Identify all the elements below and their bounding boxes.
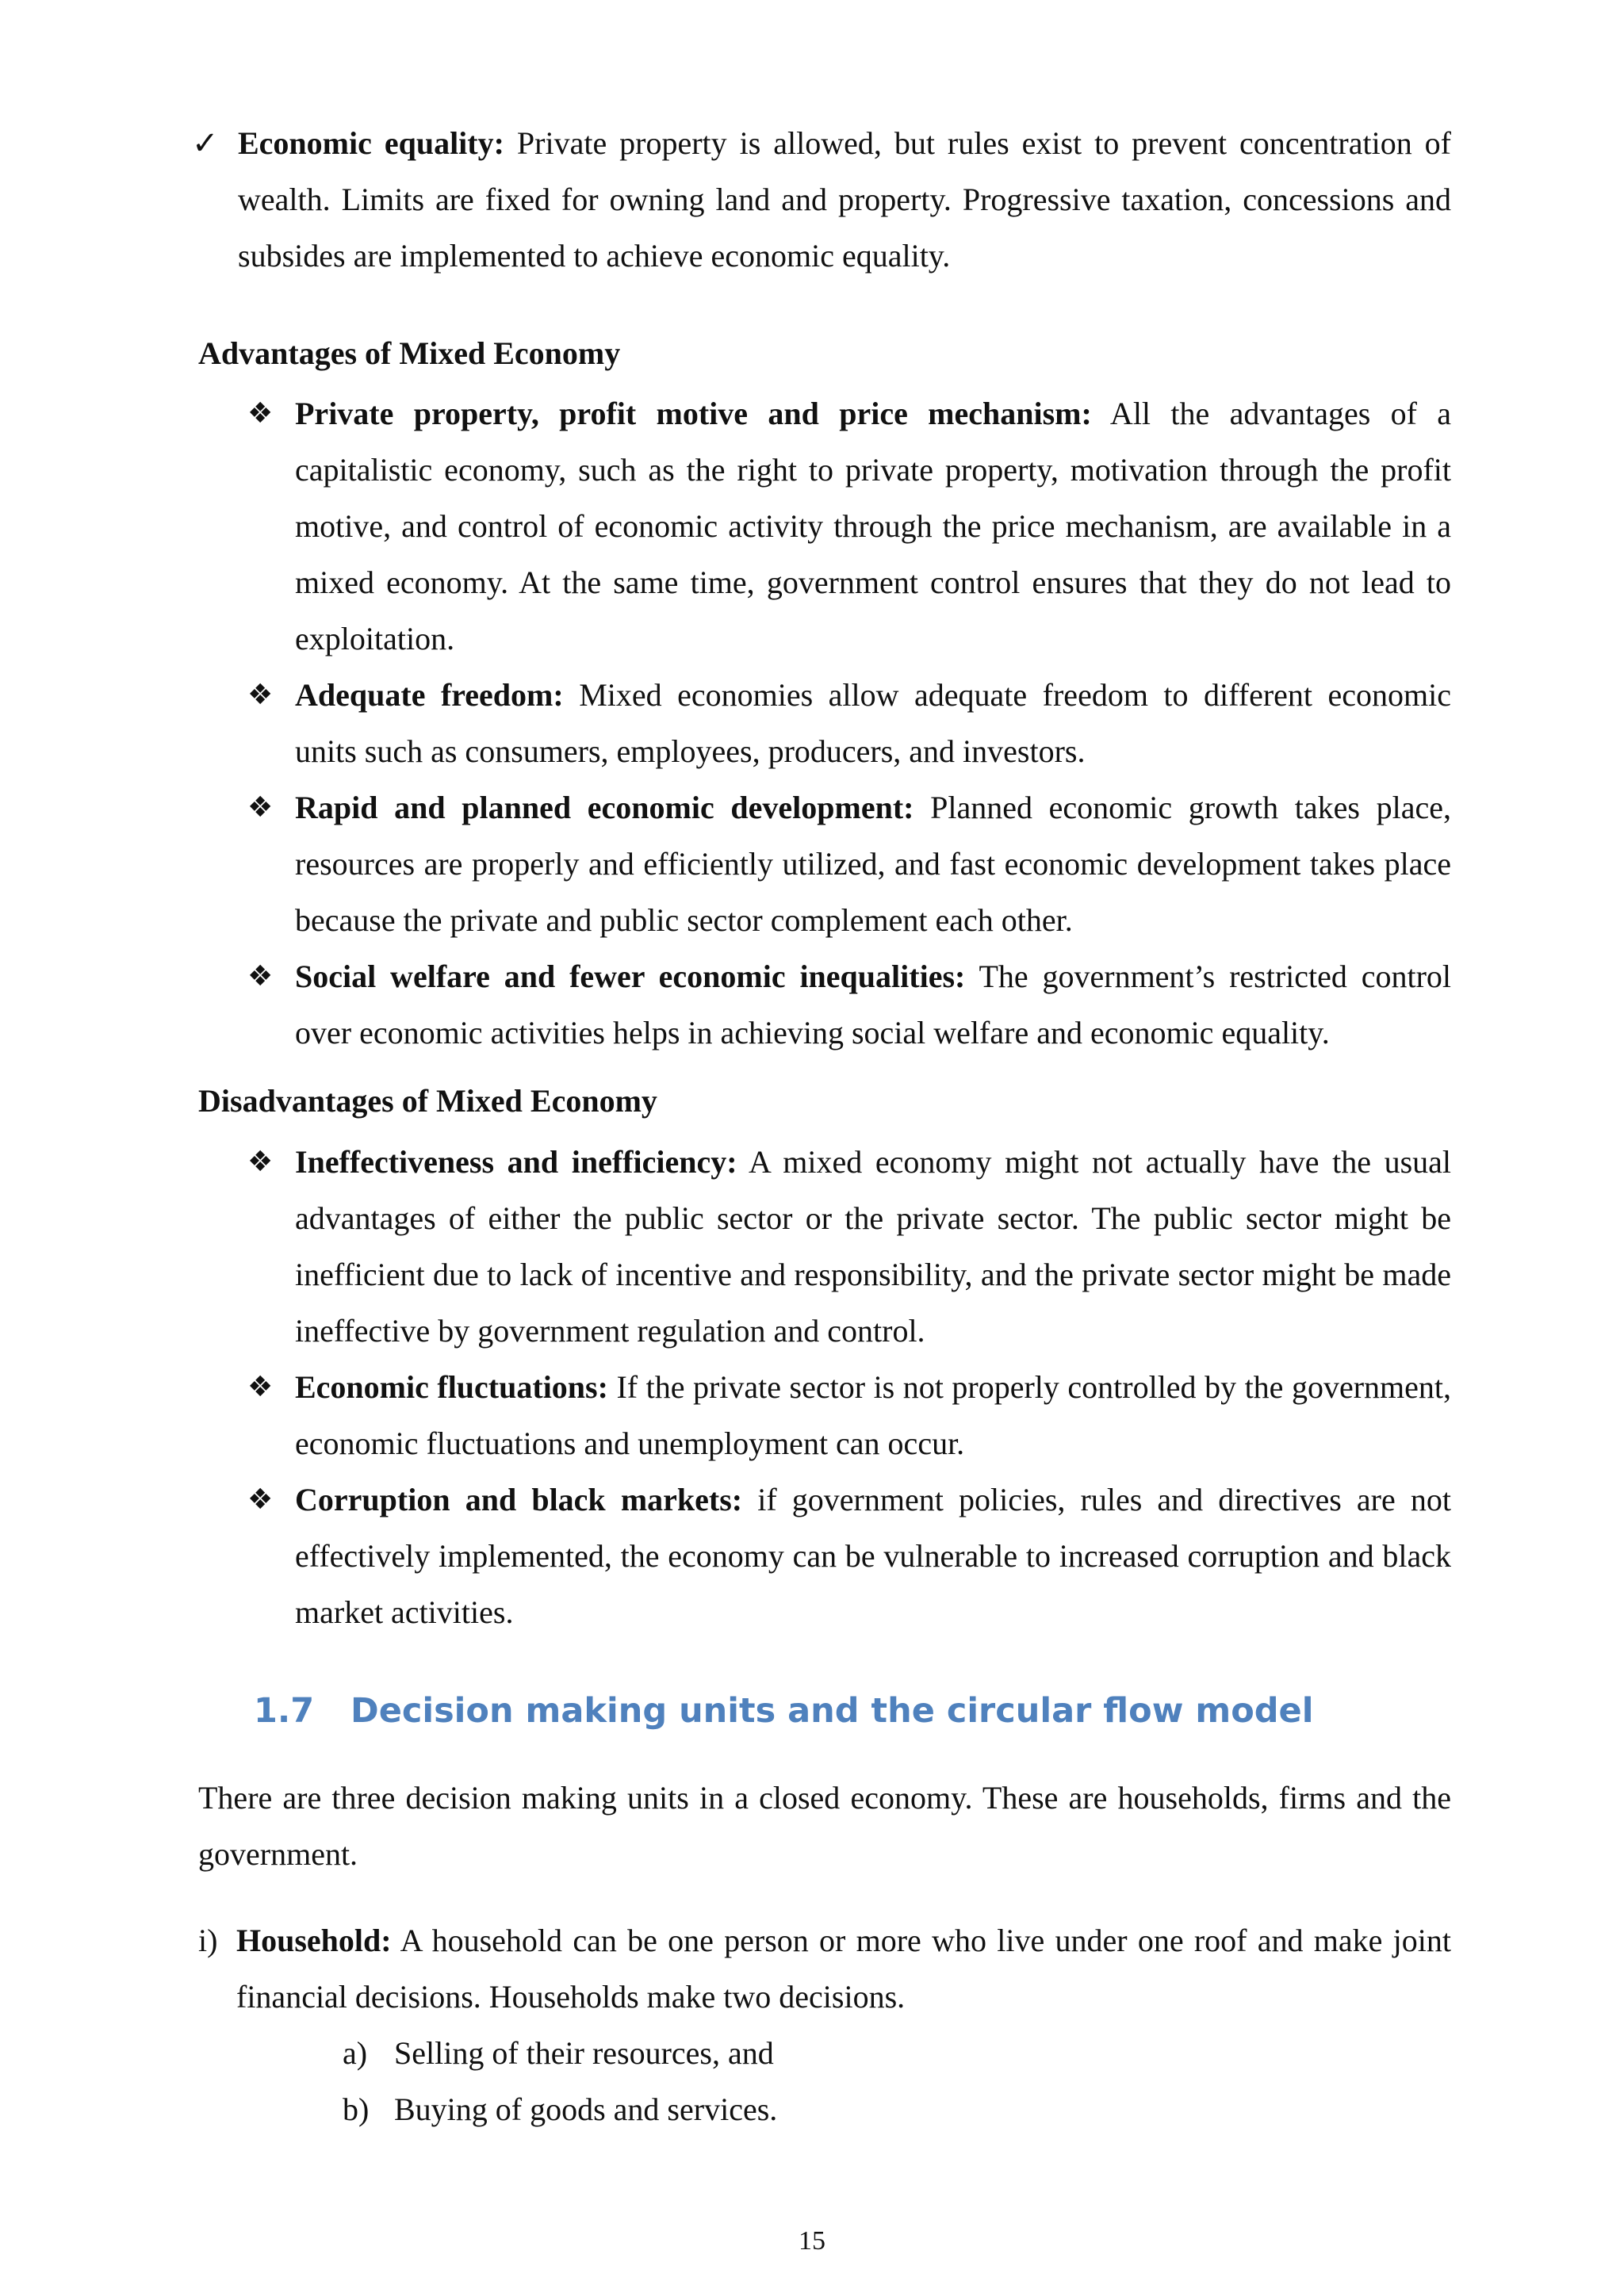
diamond-bullet-icon: ❖ xyxy=(247,679,274,711)
item-title: Adequate freedom: xyxy=(295,677,564,713)
section-number: 1.7 xyxy=(254,1691,315,1731)
list-item xyxy=(247,667,1451,779)
item-title: Economic fluctuations: xyxy=(295,1369,608,1405)
page-number: 15 xyxy=(799,2226,825,2256)
item-text: All the advantages of a capitalistic economy, such as the right to private property, motivation through the profit motive, and control of economic activity through the price mechanism, are available in a mixed economy. At the same time, government control ensures that they do not lead to exploitation. xyxy=(295,396,1452,656)
item-title: Rapid and planned economic development: xyxy=(295,790,914,825)
list-item xyxy=(247,948,1452,1061)
item-text: Buying of goods and services. xyxy=(394,2091,778,2127)
list-item xyxy=(343,2025,1294,2081)
diamond-bullet-icon: ❖ xyxy=(247,1371,274,1403)
advantages-heading: Advantages of Mixed Economy xyxy=(198,335,621,371)
section-title-text: Decision making units and the circular flow model xyxy=(350,1691,1314,1731)
household-item xyxy=(198,1912,1451,2025)
list-item xyxy=(343,2081,1294,2137)
item-text: A household can be one person or more who live under one roof and make joint financial decisions. Households make two decisions. xyxy=(236,1923,1451,2015)
disadvantages-heading: Disadvantages of Mixed Economy xyxy=(198,1083,657,1119)
diamond-bullet-icon: ❖ xyxy=(247,397,274,430)
item-text: If the private sector is not properly controlled by the government, economic fluctuations and unemployment can occur. xyxy=(295,1369,1451,1461)
item-text: Mixed economies allow adequate freedom to different economic units such as consumers, employees, producers, and investors. xyxy=(295,677,1451,769)
diamond-bullet-icon: ❖ xyxy=(247,791,274,824)
letter-marker: b) xyxy=(343,2091,370,2127)
item-text: A mixed economy might not actually have the usual advantages of either the public sector or the private sector. The public sector might be inefficient due to lack of incentive and responsibility, and the private sector might be made ineffective by government regulation and control. xyxy=(295,1144,1451,1349)
item-title: Corruption and black markets: xyxy=(295,1482,743,1517)
item-title: Household: xyxy=(236,1923,392,1958)
item-text: Private property is allowed, but rules exist to prevent concentration of wealth. Limits are fixed for owning land and property. Progressive taxation, concessions and subsides are implemented to achieve economic equality. xyxy=(238,125,1451,274)
letter-marker: a) xyxy=(343,2035,368,2071)
item-text: if government policies, rules and directives are not effectively implemented, the economy can be vulnerable to increased corruption and black market activities. xyxy=(295,1482,1452,1630)
checkmark-icon: ✓ xyxy=(192,125,219,161)
item-text: The government’s restricted control over economic activities helps in achieving social welfare and economic equality. xyxy=(295,959,1452,1050)
household-decisions-list xyxy=(343,2025,1294,2137)
list-item xyxy=(247,1471,1452,1640)
disadvantages-list xyxy=(247,1134,1452,1640)
item-text: Planned economic growth takes place, resources are properly and efficiently utilized, and fast economic development takes place because the private and public sector complement each other. xyxy=(295,790,1451,938)
section-heading xyxy=(254,1682,1313,1739)
diamond-bullet-icon: ❖ xyxy=(247,1483,274,1516)
intro-paragraph: There are three decision making units in a closed economy. These are households, firms and the government. xyxy=(198,1780,1451,1872)
roman-numeral-marker: i) xyxy=(198,1923,218,1958)
diamond-bullet-icon: ❖ xyxy=(247,960,274,993)
advantages-list xyxy=(247,385,1452,1061)
household-content xyxy=(236,1912,1451,2025)
list-item xyxy=(247,385,1452,667)
list-item xyxy=(247,779,1451,948)
list-item xyxy=(247,1359,1451,1471)
economic-equality-item xyxy=(192,115,1451,284)
item-title: Ineffectiveness and inefficiency: xyxy=(295,1144,737,1180)
item-title: Private property, profit motive and price mechanism: xyxy=(295,396,1092,431)
item-text: Selling of their resources, and xyxy=(394,2035,774,2071)
item-title: Economic equality: xyxy=(238,125,504,161)
list-item xyxy=(247,1134,1451,1359)
item-title: Social welfare and fewer economic inequalities: xyxy=(295,959,966,994)
diamond-bullet-icon: ❖ xyxy=(247,1146,274,1178)
